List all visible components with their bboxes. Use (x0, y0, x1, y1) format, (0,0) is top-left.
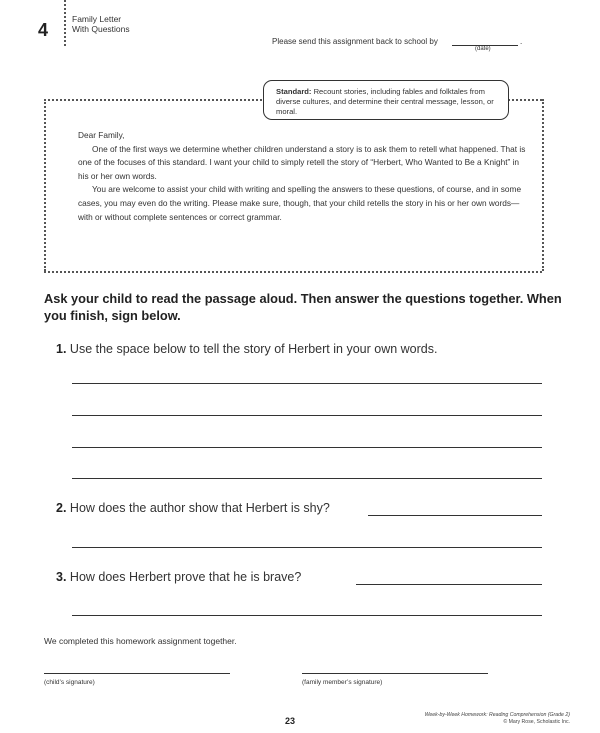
family-signature-line[interactable] (302, 673, 488, 674)
answer-3-line[interactable] (72, 615, 542, 616)
footer-credit (380, 712, 570, 726)
answer-2-line[interactable] (72, 547, 542, 548)
page-number: 23 (285, 716, 296, 726)
answer-1-line-3[interactable] (72, 447, 542, 448)
header-divider (64, 0, 66, 46)
question-2-number: 2. (56, 501, 67, 515)
lesson-title-line1: Family Letter (72, 14, 122, 24)
send-back-period: . (520, 37, 523, 46)
question-3 (56, 570, 301, 584)
standard-text: Recount stories, including fables and folktales from diverse cultures, and determine their central message, lesson, or moral. (276, 87, 494, 116)
question-2 (56, 501, 330, 515)
date-label: (date) (475, 46, 491, 52)
family-letter (78, 129, 530, 224)
answer-1-line-1[interactable] (72, 383, 542, 384)
child-signature-label: (child’s signature) (44, 679, 95, 686)
question-2-text: How does the author show that Herbert is shy? (69, 501, 330, 515)
question-3-number: 3. (56, 570, 67, 584)
question-1 (56, 342, 437, 356)
completion-statement: We completed this homework assignment together. (44, 636, 237, 646)
answer-1-line-2[interactable] (72, 415, 542, 416)
lesson-title-line2: With Questions (72, 24, 130, 34)
standard-label: Standard: (276, 87, 312, 96)
letter-paragraph-1: One of the first ways we determine whether children understand a story is to ask them to retell what happened. That is one of the focuses of this standard. I want your child to simply retell the story of “Herbert, Who Wanted to Be a Knight” in his or her own words. (78, 143, 526, 181)
family-signature-label: (family member’s signature) (302, 679, 383, 686)
standard-callout (263, 80, 509, 120)
lesson-title (72, 14, 130, 34)
lesson-number: 4 (38, 20, 49, 40)
letter-greeting: Dear Family, (78, 130, 125, 140)
send-back-text: Please send this assignment back to school by (272, 37, 438, 46)
child-signature-line[interactable] (44, 673, 230, 674)
answer-3-inline-line[interactable] (356, 584, 542, 585)
letter-paragraph-2: You are welcome to assist your child with writing and spelling the answers to these questions, of course, and in some cases, you may even do the writing. Please make sure, though, that your child retells the story in his or her own words—with or without complete sentences or correct grammar. (78, 184, 522, 222)
question-1-number: 1. (56, 342, 67, 356)
answer-2-inline-line[interactable] (368, 515, 542, 516)
credit-line-1: Week-by-Week Homework: Reading Comprehension (Grade 2) (424, 712, 570, 718)
instructions: Ask your child to read the passage aloud. Then answer the questions together. When you finish, sign below. (44, 291, 562, 323)
question-1-text: Use the space below to tell the story of Herbert in your own words. (69, 342, 438, 356)
letter-box-right-border (542, 99, 544, 271)
answer-1-line-4[interactable] (72, 478, 542, 479)
question-3-text: How does Herbert prove that he is brave? (69, 570, 302, 584)
credit-line-2: © Mary Rose, Scholastic Inc. (503, 719, 570, 725)
letter-box-left-border (44, 99, 46, 271)
